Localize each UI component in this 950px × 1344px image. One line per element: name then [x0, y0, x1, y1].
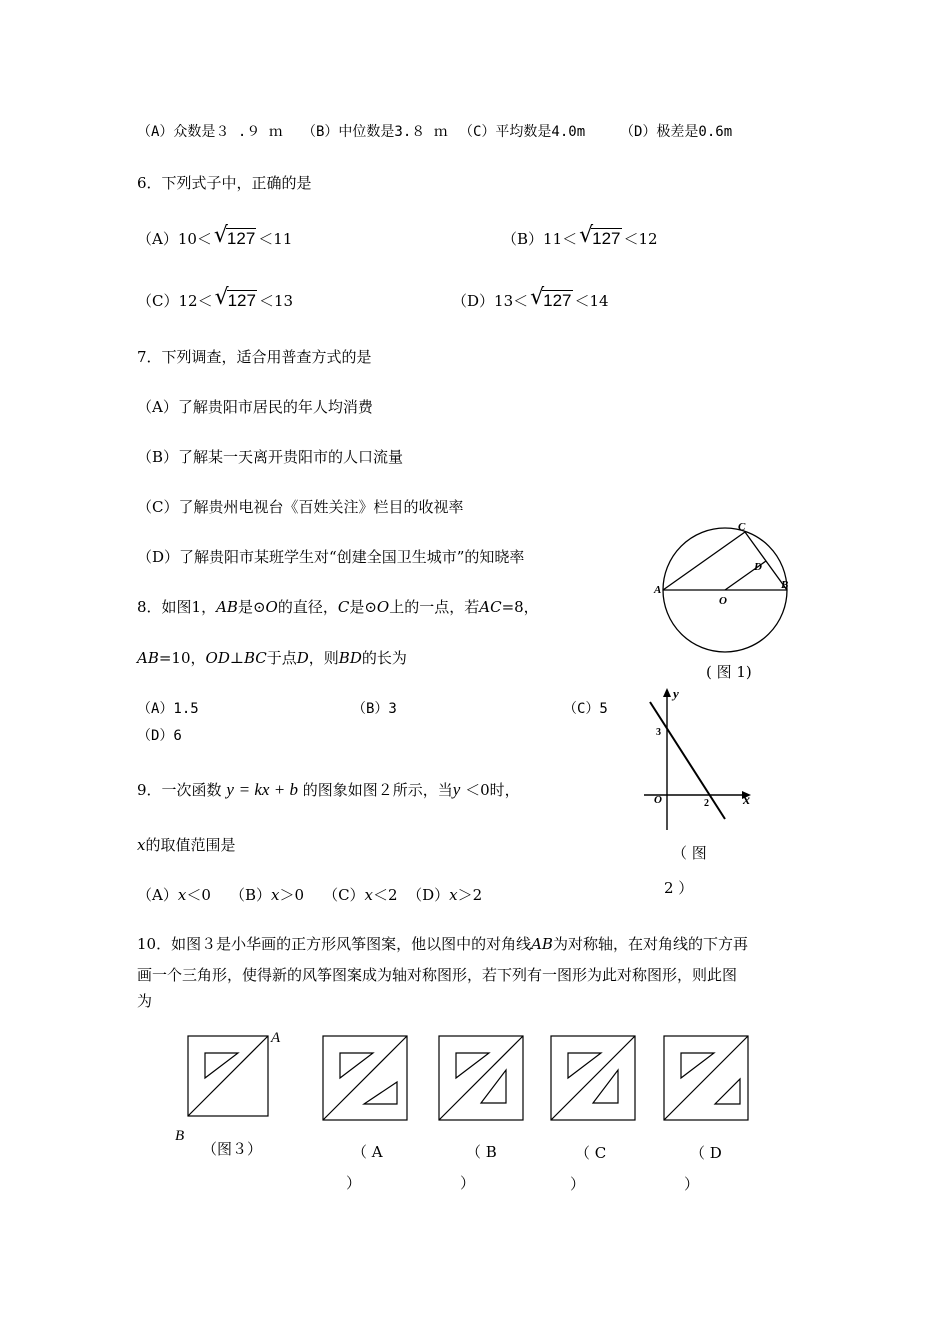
q10-stem-line3: 为 — [137, 992, 153, 1010]
option-a-label: （ A — [352, 1143, 383, 1161]
q8-option-c: （C）5 — [563, 701, 608, 717]
label-a: A — [271, 1030, 281, 1046]
option-b-kite — [436, 1033, 526, 1123]
option-a-kite — [320, 1033, 410, 1123]
figure-1-caption: ( 图 1) — [706, 663, 752, 681]
diagonal-ab — [439, 1036, 523, 1120]
q5-option-b: （B）中位数是3.８ ｍ — [302, 124, 448, 140]
label-b: B — [175, 1128, 185, 1144]
q9-stem-line2: x的取值范围是 — [137, 836, 236, 854]
diagonal-ab — [551, 1036, 635, 1120]
label-c: C — [738, 521, 746, 533]
sqrt-sign: √ 127 — [213, 223, 256, 248]
q7-option-b: （B）了解某一天离开贵阳市的人口流量 — [137, 448, 404, 466]
origin-label: O — [654, 794, 662, 806]
q9-options — [137, 885, 482, 905]
q6-option-a: （A）10＜ √ 127 ＜11 — [137, 223, 293, 248]
q10-stem-line2: 画一个三角形，使得新的风筝图案成为轴对称图形，若下列有一图形为此对称图形，则此图 — [137, 966, 738, 984]
y-axis-label: y — [673, 686, 679, 701]
q10-stem-line1: 10．如图３是小华画的正方形风筝图案，他以图中的对角线AB为对称轴，在对角线的下方再 — [137, 935, 748, 953]
tick-label-2: 2 — [704, 798, 709, 809]
figure-2-caption-line2: 2 ） — [664, 879, 694, 897]
q7-stem: 7．下列调查，适合用普查方式的是 — [137, 348, 372, 366]
q6-stem: 6．下列式子中，正确的是 — [137, 174, 312, 192]
lower-triangle — [364, 1082, 397, 1104]
q6-option-c: （C）12＜ √ 127 ＜13 — [137, 285, 294, 310]
figure-3-kite — [175, 1030, 285, 1144]
option-d-label: （ D — [690, 1144, 722, 1162]
q6-option-d: （D）13＜ √ 127 ＜14 — [452, 285, 609, 310]
sqrt-sign: √ 127 — [579, 223, 621, 248]
label-d: D — [754, 561, 762, 573]
q8-option-a: （A）1.5 — [137, 701, 199, 717]
option-c-kite — [548, 1033, 638, 1123]
option-a-close: ） — [346, 1174, 362, 1192]
q5-option-d: （D）极差是0.6m — [620, 124, 733, 140]
diagonal-ab — [188, 1036, 268, 1116]
q9-option-b: （B）x＞0 — [229, 886, 304, 904]
lower-triangle — [715, 1079, 740, 1104]
q5-option-c: （C）平均数是4.0m — [459, 124, 586, 140]
option-b-close: ） — [460, 1174, 476, 1192]
q5-option-a: （A）众数是３ .９ ｍ — [137, 124, 283, 140]
sqrt-sign: √ 127 — [530, 285, 572, 310]
q8-stem-line2: AB=10，OD⊥BC于点D，则BD的长为 — [137, 649, 407, 667]
q9-option-d: （D）x＞2 — [407, 886, 483, 904]
upper-triangle — [205, 1053, 238, 1078]
q8-option-b: （B）3 — [352, 701, 397, 717]
q8-option-d: （D）6 — [137, 728, 182, 744]
q9-option-c: （C）x＜2 — [323, 886, 398, 904]
figure-3-caption: （图３） — [202, 1140, 263, 1158]
diagonal-ab — [664, 1036, 748, 1120]
figure-2-line-graph — [640, 685, 760, 835]
q8-stem-line1: 8．如图1，AB是⊙O的直径，C是⊙O上的一点，若AC=8， — [137, 598, 539, 616]
tick-label-3: 3 — [656, 727, 661, 738]
x-axis-label: x — [743, 793, 750, 808]
sqrt-sign: √ 127 — [214, 285, 256, 310]
q7-option-a: （A）了解贵阳市居民的年人均消费 — [137, 398, 373, 416]
q6-option-b: （B）11＜ √ 127 ＜12 — [502, 223, 658, 248]
label-b: B — [781, 579, 789, 591]
q9-stem-line1: 9．一次函数 y = kx + b 的图象如图２所示，当y ＜0时， — [137, 780, 520, 799]
label-a: A — [654, 584, 662, 596]
option-c-label: （ C — [575, 1144, 607, 1162]
figure-2-caption-line1: （ 图 — [672, 844, 707, 862]
q7-option-d: （D）了解贵阳市某班学生对“创建全国卫生城市”的知晓率 — [137, 548, 525, 566]
q9-option-a: （A）x＜0 — [137, 886, 211, 904]
option-b-label: （ B — [466, 1143, 497, 1161]
option-d-close: ） — [684, 1175, 700, 1193]
label-o: O — [719, 595, 727, 607]
diagonal-ab — [323, 1036, 407, 1120]
option-d-kite — [661, 1033, 751, 1123]
figure-1-circle-diagram — [650, 515, 800, 655]
chord-ac — [663, 532, 745, 590]
option-c-close: ） — [570, 1175, 586, 1193]
y-axis-arrow — [663, 688, 671, 697]
q7-option-c: （C）了解贵州电视台《百姓关注》栏目的收视率 — [137, 498, 464, 516]
